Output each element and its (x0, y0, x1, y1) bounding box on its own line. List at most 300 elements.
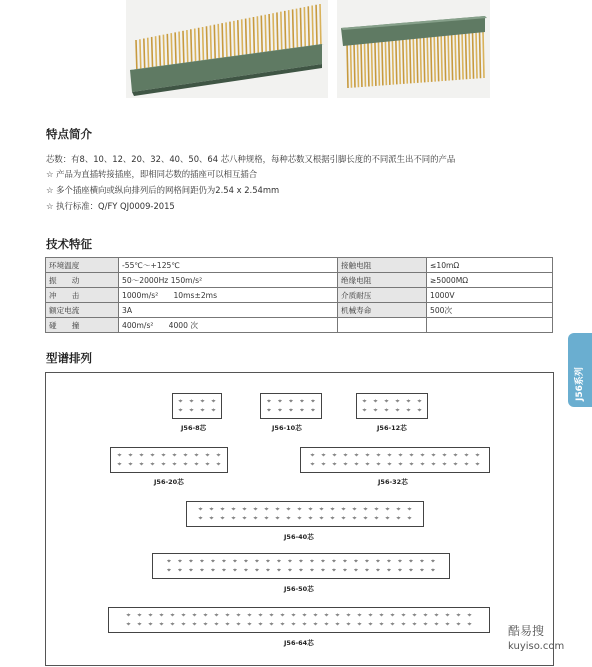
pin-icon: ⌖ (390, 620, 395, 628)
pin-icon: ⌖ (310, 451, 315, 459)
pin-icon: ⌖ (200, 406, 205, 414)
pin-icon: ⌖ (167, 557, 171, 565)
lineup-frame (45, 372, 554, 666)
gold-pin (230, 22, 231, 61)
pin-icon: ⌖ (343, 451, 348, 459)
spec-value: ≤10mΩ (427, 258, 553, 273)
pin-icon: ⌖ (200, 397, 205, 405)
pin-icon: ⌖ (357, 620, 362, 628)
pin-icon: ⌖ (321, 451, 326, 459)
pin-icon: ⌖ (398, 460, 403, 468)
pin-icon: ⌖ (406, 397, 411, 405)
pin-icon: ⌖ (275, 514, 280, 522)
pin-icon: ⌖ (445, 620, 450, 628)
pin-icon: ⌖ (236, 620, 241, 628)
pin-icon: ⌖ (310, 460, 315, 468)
gold-pin (354, 41, 355, 87)
pin-icon: ⌖ (291, 611, 296, 619)
pin-icon: ⌖ (354, 451, 359, 459)
pin-icon: ⌖ (181, 620, 186, 628)
gold-pin (441, 35, 442, 81)
pin-icon: ⌖ (117, 460, 122, 468)
pin-icon: ⌖ (236, 611, 241, 619)
gold-pin (483, 32, 484, 78)
pin-icon: ⌖ (280, 620, 285, 628)
pin-icon: ⌖ (343, 566, 347, 574)
pin-icon: ⌖ (343, 557, 347, 565)
pin-icon: ⌖ (159, 611, 164, 619)
pin-icon: ⌖ (354, 557, 358, 565)
table-row (46, 273, 553, 288)
gold-pin (148, 38, 149, 73)
pin-icon: ⌖ (373, 406, 378, 414)
connector-photo-right (337, 0, 490, 98)
features-line: ☆ 多个插座横向或纵向排列后的网格间距仍为2.54 x 2.54mm (46, 185, 280, 195)
pin-icon: ⌖ (417, 406, 422, 414)
features-line: ☆ 产品为直插转接插座，即相同芯数的插座可以相互插合 (46, 169, 258, 179)
pin-icon: ⌖ (244, 557, 248, 565)
pin-icon: ⌖ (253, 514, 258, 522)
pin-icon: ⌖ (178, 566, 182, 574)
pin-icon: ⌖ (172, 460, 177, 468)
pin-icon: ⌖ (286, 505, 291, 513)
gold-pin (448, 35, 449, 81)
gold-pin (466, 33, 467, 79)
pin-icon: ⌖ (289, 397, 293, 405)
pin-icon: ⌖ (374, 514, 379, 522)
pin-icon: ⌖ (434, 620, 439, 628)
gold-pin (375, 40, 376, 86)
gold-pin (246, 19, 247, 59)
pin-icon: ⌖ (286, 514, 291, 522)
pin-icon: ⌖ (264, 514, 269, 522)
gold-pin (385, 39, 386, 85)
pin-icon: ⌖ (395, 406, 400, 414)
gold-pin (361, 41, 362, 87)
spec-value: -55℃～+125℃ (119, 258, 338, 273)
pin-icon: ⌖ (297, 505, 302, 513)
pin-icon: ⌖ (203, 620, 208, 628)
pin-icon: ⌖ (291, 620, 296, 628)
pin-icon: ⌖ (467, 611, 472, 619)
spec-value: 400m/s² 4000 次 (119, 318, 338, 333)
pin-icon: ⌖ (211, 557, 215, 565)
gold-pin (420, 37, 421, 83)
pin-icon: ⌖ (321, 460, 326, 468)
pin-icon: ⌖ (341, 514, 346, 522)
pin-icon: ⌖ (148, 620, 153, 628)
pin-icon: ⌖ (365, 451, 370, 459)
pin-icon: ⌖ (178, 557, 182, 565)
gold-pin (222, 23, 223, 62)
pin-icon: ⌖ (266, 557, 270, 565)
spec-value: 50～2000Hz 150m/s² (119, 273, 338, 288)
gold-pin (203, 27, 204, 65)
pin-icon: ⌖ (205, 451, 210, 459)
pin-icon: ⌖ (280, 611, 285, 619)
pin-icon: ⌖ (365, 566, 369, 574)
gold-pin (410, 37, 411, 83)
pin-icon: ⌖ (310, 557, 314, 565)
pin-icon: ⌖ (170, 620, 175, 628)
pin-icon: ⌖ (453, 460, 458, 468)
pin-icon: ⌖ (464, 460, 469, 468)
pin-icon: ⌖ (431, 557, 435, 565)
pin-icon: ⌖ (363, 514, 368, 522)
watermark-en: kuyiso.com (508, 641, 565, 652)
connector-label: J56-32芯 (378, 478, 408, 486)
gold-pin (293, 9, 294, 52)
spec-label: 介质耐压 (338, 288, 427, 303)
pin-icon: ⌖ (332, 460, 337, 468)
pin-icon: ⌖ (330, 514, 335, 522)
pin-icon: ⌖ (258, 611, 263, 619)
pin-icon: ⌖ (387, 566, 391, 574)
table-row (46, 258, 553, 273)
pin-icon: ⌖ (200, 566, 204, 574)
gold-pin (273, 13, 274, 54)
gold-pin (163, 35, 164, 70)
pin-icon: ⌖ (308, 514, 313, 522)
pin-icon: ⌖ (398, 566, 402, 574)
pin-icon: ⌖ (390, 611, 395, 619)
pin-icon: ⌖ (222, 566, 226, 574)
pin-icon: ⌖ (464, 451, 469, 459)
pin-icon: ⌖ (211, 397, 216, 405)
pin-icon: ⌖ (214, 611, 219, 619)
spec-value: 500次 (427, 303, 553, 318)
gold-pin (265, 15, 266, 56)
gold-pin (187, 30, 188, 67)
pin-icon: ⌖ (126, 611, 131, 619)
pin-icon: ⌖ (456, 620, 461, 628)
connector-40 (186, 501, 424, 527)
spec-value (427, 318, 553, 333)
pin-icon: ⌖ (363, 505, 368, 513)
pin-icon: ⌖ (368, 611, 373, 619)
gold-pin (347, 42, 348, 88)
pin-icon: ⌖ (332, 566, 336, 574)
spec-value: ≥5000MΩ (427, 273, 553, 288)
features-heading: 特点简介 (46, 127, 92, 141)
pin-icon: ⌖ (170, 611, 175, 619)
gold-pin (179, 32, 180, 68)
pin-icon: ⌖ (192, 620, 197, 628)
pin-icon: ⌖ (211, 406, 216, 414)
pin-icon: ⌖ (456, 611, 461, 619)
gold-pin (382, 39, 383, 85)
pin-icon: ⌖ (297, 514, 302, 522)
spec-label: 冲 击 (46, 288, 119, 303)
watermark-cn: 酷易搜 (508, 624, 545, 638)
pin-icon: ⌖ (362, 397, 367, 405)
pin-icon: ⌖ (189, 566, 193, 574)
gold-pin (413, 37, 414, 83)
gold-pin (144, 38, 145, 72)
gold-pin (312, 6, 313, 50)
pin-icon: ⌖ (231, 514, 236, 522)
pin-icon: ⌖ (242, 505, 247, 513)
pin-icon: ⌖ (192, 611, 197, 619)
features-line: 芯数：有8、10、12、20、32、40、50、64 芯八种规格，每种芯数又根据引脚长度的不同派生出不同的产品 (46, 154, 456, 164)
gold-pin (434, 36, 435, 82)
pin-icon: ⌖ (178, 397, 183, 405)
pin-icon: ⌖ (431, 451, 436, 459)
gold-pin (253, 17, 254, 57)
gold-pin (218, 24, 219, 62)
pin-icon: ⌖ (209, 514, 214, 522)
connector-label: J56-12芯 (377, 424, 407, 432)
pin-icon: ⌖ (275, 505, 280, 513)
gold-pin (452, 34, 453, 80)
pin-icon: ⌖ (299, 566, 303, 574)
pin-icon: ⌖ (423, 611, 428, 619)
pin-icon: ⌖ (137, 620, 142, 628)
pin-icon: ⌖ (288, 566, 292, 574)
gold-pin (285, 11, 286, 53)
pin-icon: ⌖ (302, 620, 307, 628)
pin-icon: ⌖ (181, 611, 186, 619)
pin-icon: ⌖ (161, 451, 166, 459)
lineup-heading: 型谱排列 (46, 351, 92, 365)
pin-icon: ⌖ (150, 451, 155, 459)
gold-pin (438, 35, 439, 81)
table-row (46, 303, 553, 318)
pin-icon: ⌖ (278, 406, 282, 414)
gold-pin (396, 38, 397, 84)
gold-pin (304, 7, 305, 50)
pin-icon: ⌖ (253, 505, 258, 513)
pin-icon: ⌖ (198, 505, 203, 513)
pin-icon: ⌖ (189, 406, 194, 414)
pin-icon: ⌖ (167, 566, 171, 574)
connector-50 (152, 553, 450, 579)
pin-icon: ⌖ (365, 557, 369, 565)
pin-icon: ⌖ (313, 620, 318, 628)
pin-icon: ⌖ (442, 460, 447, 468)
gold-pin (206, 26, 207, 64)
gold-pin (308, 6, 309, 49)
pin-icon: ⌖ (431, 566, 435, 574)
pin-icon: ⌖ (242, 514, 247, 522)
pin-icon: ⌖ (117, 451, 122, 459)
pin-icon: ⌖ (209, 505, 214, 513)
gold-pin (289, 10, 290, 52)
pin-icon: ⌖ (183, 451, 188, 459)
spec-label: 额定电流 (46, 303, 119, 318)
pin-icon: ⌖ (211, 566, 215, 574)
pin-icon: ⌖ (128, 460, 133, 468)
pin-icon: ⌖ (194, 451, 199, 459)
pin-icon: ⌖ (406, 406, 411, 414)
pin-icon: ⌖ (289, 406, 293, 414)
series-side-tab[interactable] (568, 333, 592, 407)
gold-pin (459, 34, 460, 80)
pin-icon: ⌖ (398, 451, 403, 459)
spec-value: 3A (119, 303, 338, 318)
pin-icon: ⌖ (299, 557, 303, 565)
pin-icon: ⌖ (385, 514, 390, 522)
pin-icon: ⌖ (264, 505, 269, 513)
pin-icon: ⌖ (343, 460, 348, 468)
pin-icon: ⌖ (346, 620, 351, 628)
pin-icon: ⌖ (409, 451, 414, 459)
gold-pin (389, 39, 390, 85)
gold-pin (175, 32, 176, 68)
pin-icon: ⌖ (330, 505, 335, 513)
gold-pin (480, 32, 481, 78)
pin-icon: ⌖ (376, 460, 381, 468)
gold-pin (156, 36, 157, 71)
gold-pin (226, 22, 227, 61)
pin-icon: ⌖ (362, 406, 367, 414)
pin-icon: ⌖ (412, 611, 417, 619)
pin-icon: ⌖ (385, 505, 390, 513)
pin-icon: ⌖ (139, 451, 144, 459)
pin-icon: ⌖ (172, 451, 177, 459)
gold-pin (455, 34, 456, 80)
pin-icon: ⌖ (189, 397, 194, 405)
pin-icon: ⌖ (346, 611, 351, 619)
specs-heading: 技术特征 (46, 237, 92, 251)
pin-icon: ⌖ (332, 451, 337, 459)
pin-icon: ⌖ (395, 397, 400, 405)
pin-icon: ⌖ (244, 566, 248, 574)
pin-icon: ⌖ (412, 620, 417, 628)
pin-icon: ⌖ (161, 460, 166, 468)
gold-pin (250, 18, 251, 58)
gold-pin (159, 35, 160, 70)
gold-pin (403, 38, 404, 84)
gold-pin (136, 40, 137, 74)
pin-icon: ⌖ (357, 611, 362, 619)
pin-icon: ⌖ (324, 611, 329, 619)
gold-pin (469, 33, 470, 79)
gold-pin (257, 16, 258, 57)
pin-icon: ⌖ (365, 460, 370, 468)
pin-icon: ⌖ (302, 611, 307, 619)
gold-pin (171, 33, 172, 69)
pin-icon: ⌖ (401, 620, 406, 628)
pin-icon: ⌖ (267, 397, 271, 405)
pin-icon: ⌖ (247, 611, 252, 619)
pin-icon: ⌖ (407, 514, 412, 522)
pin-icon: ⌖ (220, 505, 225, 513)
gold-pin (234, 21, 235, 60)
pin-icon: ⌖ (216, 460, 221, 468)
pin-icon: ⌖ (277, 557, 281, 565)
pin-icon: ⌖ (374, 505, 379, 513)
pin-icon: ⌖ (417, 397, 422, 405)
pin-icon: ⌖ (203, 611, 208, 619)
pin-icon: ⌖ (233, 557, 237, 565)
connector-12 (356, 393, 428, 419)
pin-icon: ⌖ (409, 460, 414, 468)
pin-icon: ⌖ (220, 514, 225, 522)
gold-pin (183, 31, 184, 68)
pin-icon: ⌖ (434, 611, 439, 619)
pin-icon: ⌖ (354, 566, 358, 574)
connector-label: J56-20芯 (154, 478, 184, 486)
pin-icon: ⌖ (341, 505, 346, 513)
gold-pin (297, 9, 298, 52)
pin-icon: ⌖ (128, 451, 133, 459)
pin-icon: ⌖ (258, 620, 263, 628)
pin-icon: ⌖ (183, 460, 188, 468)
pin-icon: ⌖ (321, 557, 325, 565)
pin-icon: ⌖ (379, 620, 384, 628)
pin-icon: ⌖ (376, 451, 381, 459)
gold-pin (238, 20, 239, 60)
pin-icon: ⌖ (225, 611, 230, 619)
pin-icon: ⌖ (269, 620, 274, 628)
pin-icon: ⌖ (420, 460, 425, 468)
connector-32 (300, 447, 490, 473)
pin-icon: ⌖ (205, 460, 210, 468)
pin-icon: ⌖ (420, 566, 424, 574)
spec-value: 1000V (427, 288, 553, 303)
gold-pin (462, 34, 463, 80)
gold-pin (399, 38, 400, 84)
spec-label: 机械寿命 (338, 303, 427, 318)
pin-icon: ⌖ (442, 451, 447, 459)
gold-pin (214, 25, 215, 63)
pin-icon: ⌖ (420, 451, 425, 459)
pin-icon: ⌖ (398, 557, 402, 565)
pin-icon: ⌖ (178, 406, 183, 414)
gold-pin (242, 19, 243, 59)
pin-icon: ⌖ (368, 620, 373, 628)
gold-pin (320, 4, 321, 48)
gold-pin (261, 15, 262, 56)
pin-icon: ⌖ (311, 397, 315, 405)
specs-table (45, 257, 553, 333)
pin-icon: ⌖ (352, 514, 357, 522)
connector-8 (172, 393, 222, 419)
pin-icon: ⌖ (407, 505, 412, 513)
spec-label: 振 动 (46, 273, 119, 288)
gold-pin (269, 14, 270, 55)
gold-pin (210, 25, 211, 63)
gold-pin (406, 38, 407, 84)
pin-icon: ⌖ (137, 611, 142, 619)
pin-icon: ⌖ (475, 460, 480, 468)
spec-label: 碰 撞 (46, 318, 119, 333)
pin-icon: ⌖ (352, 505, 357, 513)
pin-icon: ⌖ (335, 620, 340, 628)
gold-pin (364, 41, 365, 87)
pin-icon: ⌖ (313, 611, 318, 619)
pin-icon: ⌖ (159, 620, 164, 628)
pin-icon: ⌖ (467, 620, 472, 628)
pin-icon: ⌖ (310, 566, 314, 574)
pin-icon: ⌖ (384, 397, 389, 405)
gold-pin (316, 5, 317, 49)
pin-icon: ⌖ (423, 620, 428, 628)
gold-pin (445, 35, 446, 81)
pin-icon: ⌖ (148, 611, 153, 619)
pin-icon: ⌖ (150, 460, 155, 468)
connector-64 (108, 607, 490, 633)
gold-pin (473, 33, 474, 79)
pin-icon: ⌖ (379, 611, 384, 619)
pin-icon: ⌖ (420, 557, 424, 565)
pin-icon: ⌖ (189, 557, 193, 565)
pin-icon: ⌖ (126, 620, 131, 628)
gold-pin (199, 28, 200, 65)
pin-icon: ⌖ (225, 620, 230, 628)
pin-icon: ⌖ (387, 451, 392, 459)
